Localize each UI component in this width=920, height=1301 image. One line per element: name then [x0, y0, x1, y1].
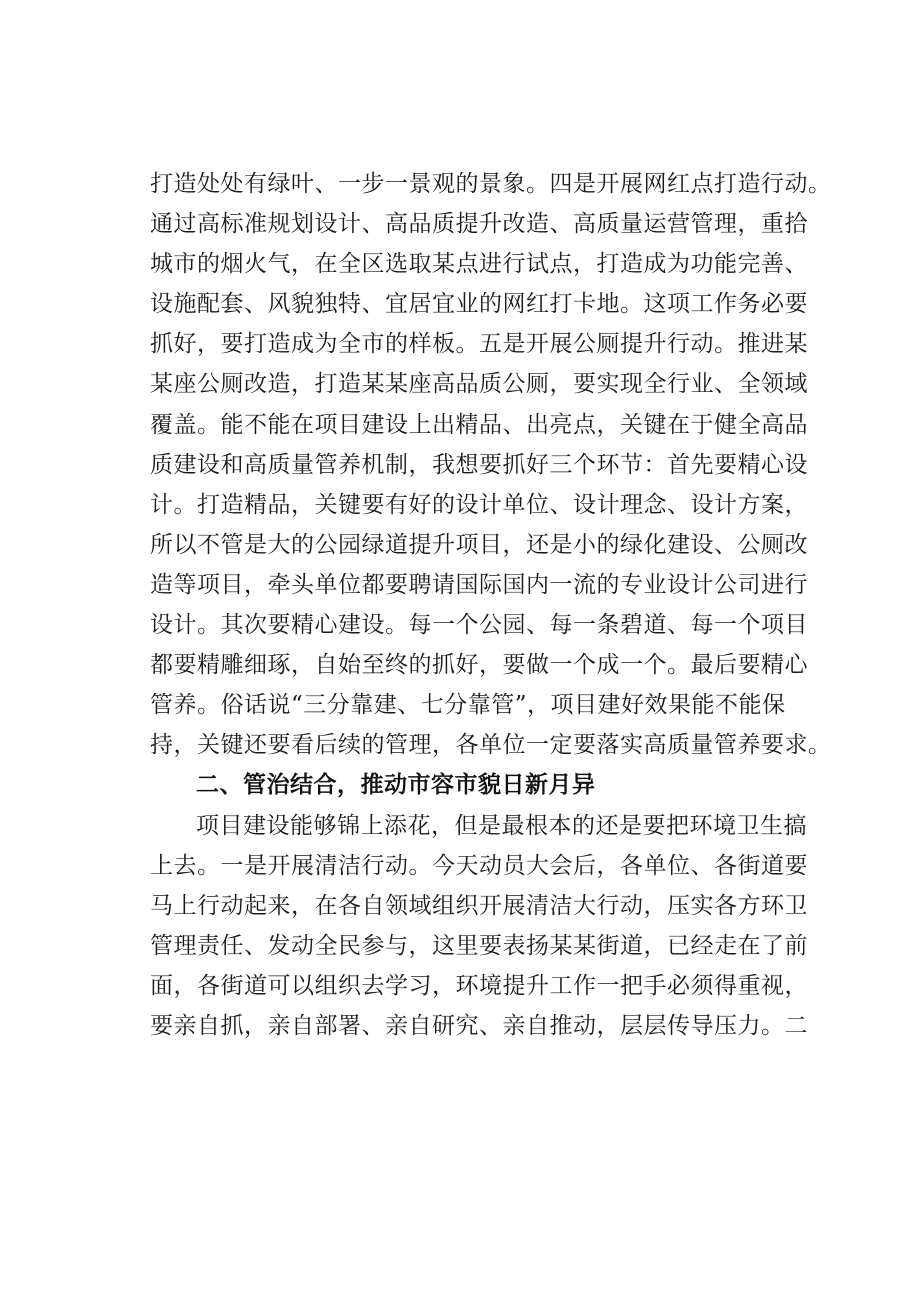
paragraph-1: [150, 164, 832, 765]
paragraph-line: 管养。俗话说“三分靠建、七分靠管”，项目建好效果能不能保: [150, 692, 786, 719]
paragraph-line: 管理责任、发动全民参与，这里要表扬某某街道，已经走在了前: [150, 932, 808, 959]
paragraph-line: 所以不管是大的公园绿道提升项目，还是小的绿化建设、公厕改: [150, 531, 808, 558]
paragraph-line: 打造处处有绿叶、一步一景观的景象。四是开展网红点打造行动。: [150, 171, 832, 197]
document-body: [150, 164, 832, 1046]
paragraph-line: 抓好，要打造成为全市的样板。五是开展公厕提升行动。推进某: [150, 331, 808, 358]
paragraph-line: 城市的烟火气，在全区选取某点进行试点，打造成为功能完善、: [150, 251, 808, 278]
paragraph-line: 面，各街道可以组织去学习，环境提升工作一把手必须得重视，: [150, 972, 808, 999]
paragraph-line: 项目建设能够锦上添花，但是最根本的还是要把环境卫生搞: [196, 812, 807, 839]
paragraph-line: 持，关键还要看后续的管理，各单位一定要落实高质量管养要求。: [150, 732, 832, 759]
paragraph-line: 马上行动起来，在各自领域组织开展清洁大行动，压实各方环卫: [150, 892, 808, 919]
paragraph-line: 质建设和高质量管养机制，我想要抓好三个环节：首先要精心设: [150, 451, 808, 478]
paragraph-line: 通过高标准规划设计、高品质提升改造、高质量运营管理，重拾: [150, 211, 808, 238]
paragraph-line: 设施配套、风貌独特、宜居宜业的网红打卡地。这项工作务必要: [150, 291, 808, 318]
paragraph-line: 要亲自抓，亲自部署、亲自研究、亲自推动，层层传导压力。二: [150, 1012, 808, 1039]
paragraph-line: 上去。一是开展清洁行动。今天动员大会后，各单位、各街道要: [150, 852, 808, 879]
section-heading: 二、管治结合，推动市容市貌日新月异: [196, 772, 596, 799]
paragraph-line: 计。打造精品，关键要有好的设计单位、设计理念、设计方案，: [150, 491, 808, 518]
paragraph-line: 设计。其次要精心建设。每一个公园、每一条碧道、每一个项目: [150, 612, 808, 639]
paragraph-2: [150, 806, 808, 1047]
paragraph-line: 某座公厕改造，打造某某座高品质公厕，要实现全行业、全领域: [150, 371, 808, 398]
paragraph-line: 覆盖。能不能在项目建设上出精品、出亮点，关键在于健全高品: [150, 411, 808, 438]
paragraph-line: 都要精雕细琢，自始至终的抓好，要做一个成一个。最后要精心: [150, 652, 808, 679]
paragraph-line: 造等项目，牵头单位都要聘请国际国内一流的专业设计公司进行: [150, 571, 808, 598]
